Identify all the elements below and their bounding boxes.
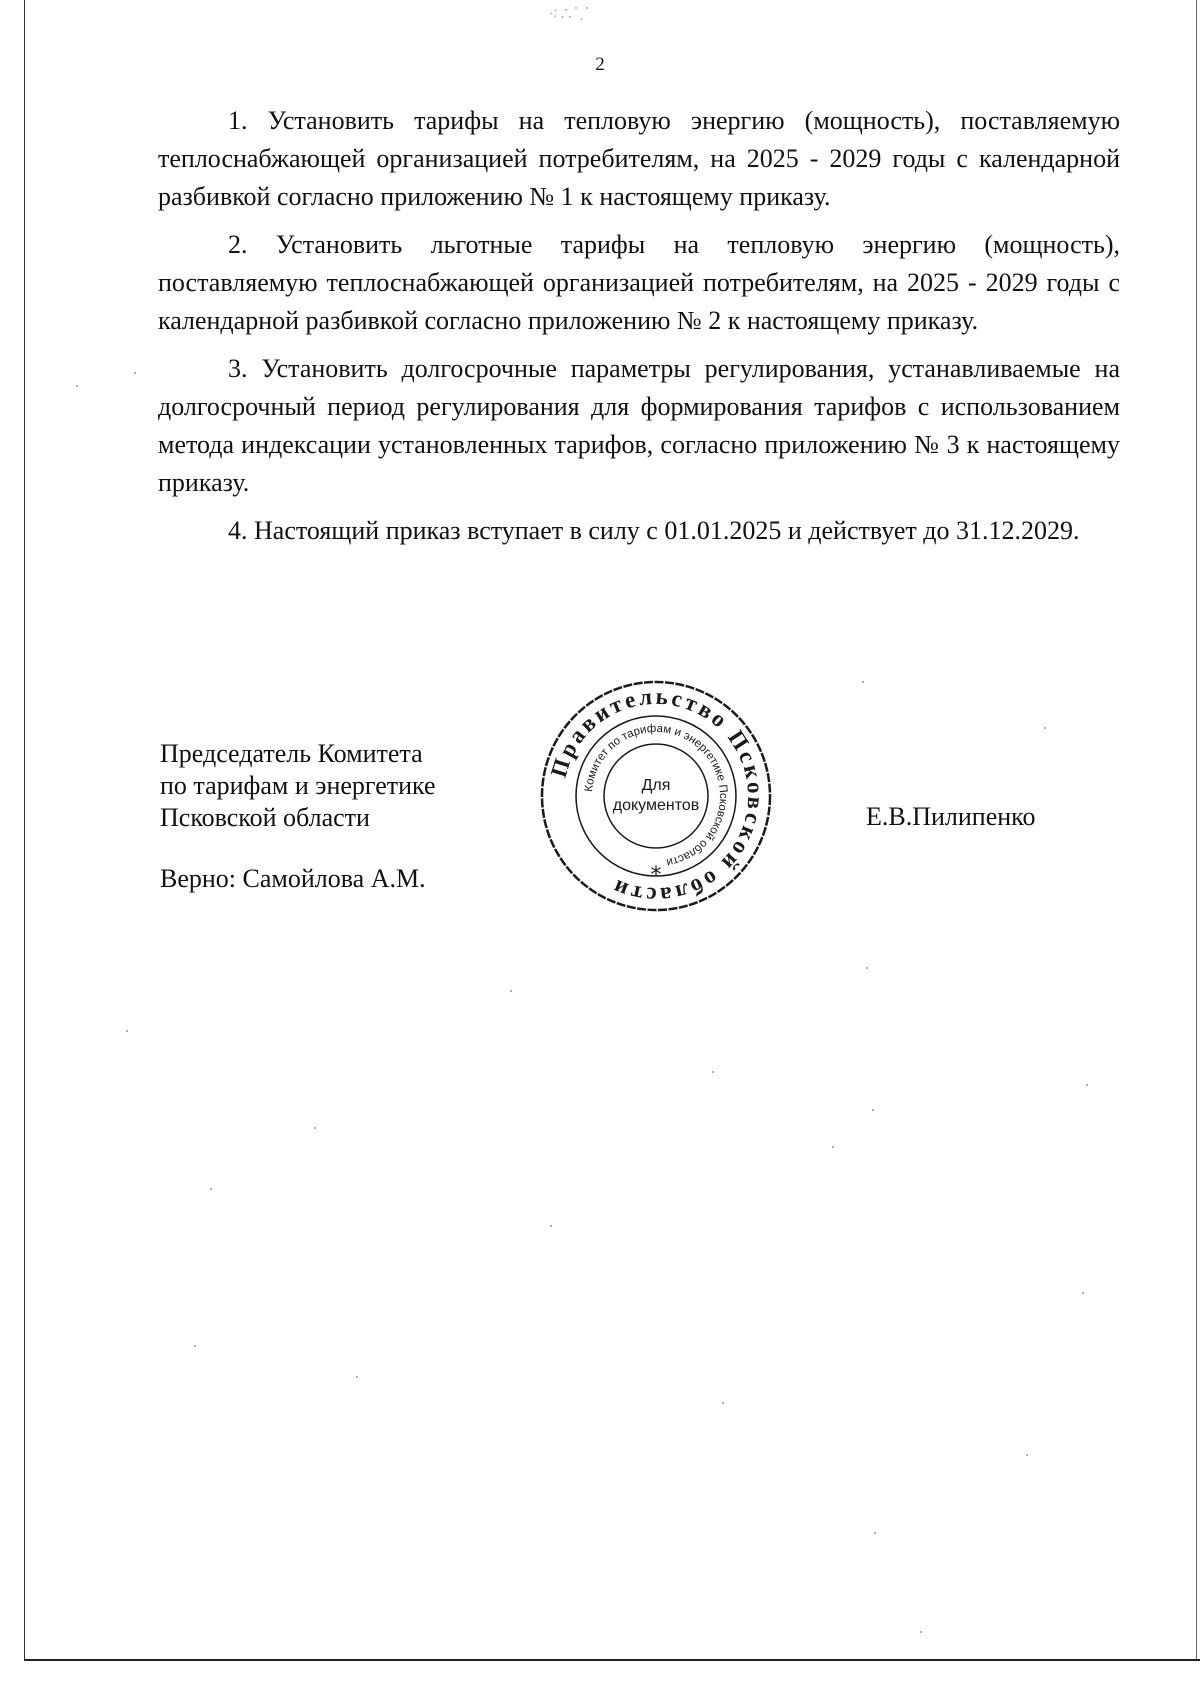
scan-speck [722, 1402, 724, 1404]
scan-speck [356, 1376, 358, 1378]
signatory-position-line-3: Псковской области [160, 803, 370, 832]
signer-name: Е.В.Пилипенко [866, 802, 1036, 831]
paragraph-2: 2. Установить льготные тарифы на тепловую энергию (мощность), поставляемую теплоснабжающей организацией потребителям, на 2025 - 2029 годы с календарной разбивкой согласно приложению № 2 к настоящему приказу. [158, 230, 1120, 335]
scan-speck [1044, 727, 1046, 729]
scan-speck [210, 1188, 212, 1190]
order-body [158, 102, 1120, 560]
paragraph-1: 1. Установить тарифы на тепловую энергию (мощность), поставляемую теплоснабжающей организацией потребителям, на 2025 - 2029 годы с календарной разбивкой согласно приложению № 1 к настоящему приказу. [158, 106, 1120, 211]
official-seal [536, 676, 776, 916]
scan-speck [134, 372, 136, 374]
signatory-position-line-2: по тарифам и энергетике [160, 771, 436, 800]
scan-speck [874, 1532, 876, 1534]
scan-speck [920, 1631, 922, 1633]
scan-artifact-mark: ⁖∴⸪ [548, 4, 591, 24]
page-left-edge [24, 0, 25, 1660]
scan-speck [862, 681, 864, 683]
scan-speck [510, 990, 512, 992]
seal-inner-ring [604, 744, 708, 848]
verification-note: Верно: Самойлова А.М. [160, 864, 426, 893]
scan-speck [832, 1146, 834, 1148]
scan-speck [1082, 1292, 1084, 1294]
scan-speck [866, 967, 868, 969]
page-bottom-edge [24, 1659, 1200, 1661]
seal-center-line-1: Для [641, 777, 671, 794]
seal-star-icon: * [650, 863, 662, 888]
signatory-position-line-1: Председатель Комитета [160, 739, 423, 768]
seal-middle-ring [576, 716, 736, 876]
scan-speck [194, 1345, 196, 1347]
scan-speck [1026, 1454, 1028, 1456]
page-number: 2 [595, 54, 605, 75]
scan-speck [872, 1109, 874, 1111]
seal-center-line-2: документов [612, 797, 700, 814]
scan-speck [550, 1225, 552, 1227]
paragraph-4: 4. Настоящий приказ вступает в силу с 01.01.2025 и действует до 31.12.2029. [228, 516, 1080, 545]
scan-speck [314, 1127, 316, 1129]
seal-inner-ring-text: Комитет по тарифам и энергетике Псковской области [583, 722, 730, 869]
scan-speck [126, 1030, 128, 1032]
page-right-edge [1196, 0, 1197, 1660]
scan-speck [76, 385, 78, 387]
seal-outer-text: Правительство Псковской области [545, 683, 769, 909]
scan-speck [1086, 1084, 1088, 1086]
scan-speck [712, 1071, 714, 1073]
signatory-position [160, 738, 436, 834]
paragraph-3: 3. Установить долгосрочные параметры регулирования, устанавливаемые на долгосрочный период регулирования для формирования тарифов с использованием метода индексации установленных тарифов, согласно приложению № 3 к настоящему приказу. [158, 354, 1120, 497]
